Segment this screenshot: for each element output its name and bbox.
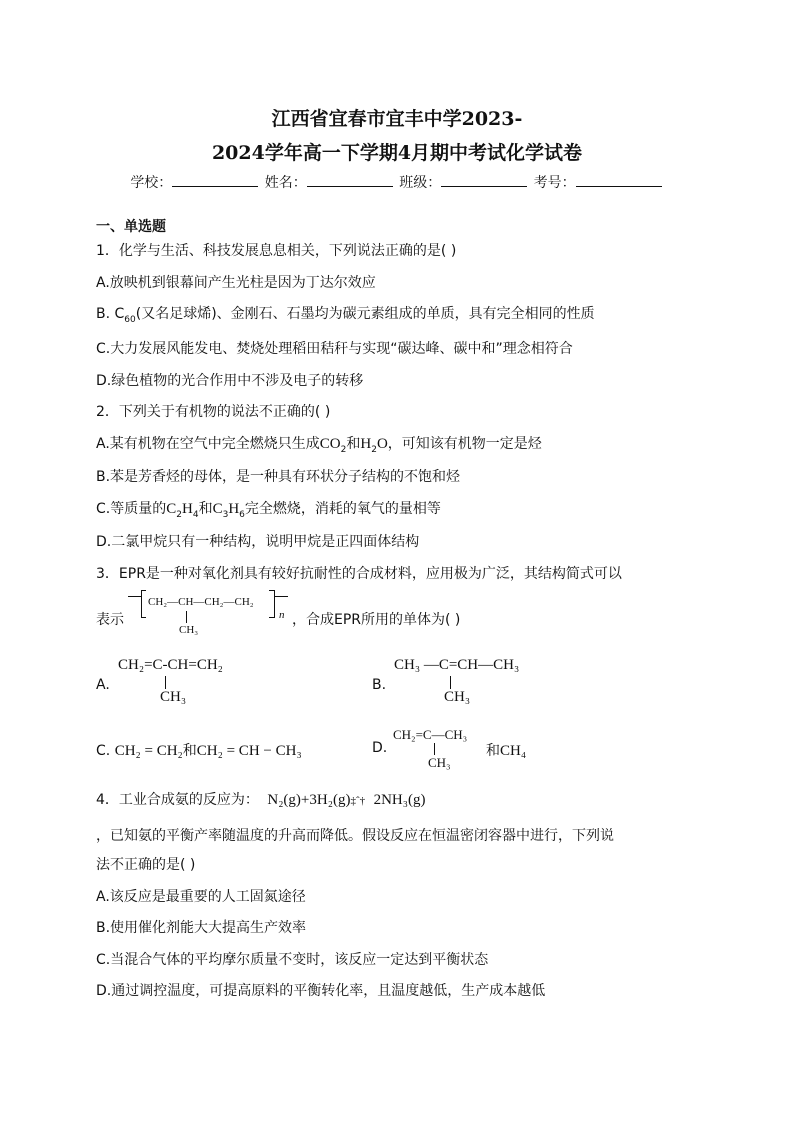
- q2-c-and: 和: [198, 501, 213, 517]
- q3-d-and: 和: [486, 743, 500, 759]
- q3-c-formula2: CH₂ = CH − CH₃: [196, 743, 302, 759]
- class-label: 班级：: [399, 175, 442, 191]
- q2-a-and: 和: [346, 436, 361, 452]
- q3-a-formula: CH₂=C-CH=CH₂: [118, 657, 223, 673]
- q2-c-f2: C: [212, 501, 223, 517]
- q4-continuation-2: 法不正确的是( ): [96, 857, 196, 873]
- q2-option-b: B.苯是芳香烃的母体，是一种具有环状分子结构的不饱和烃: [96, 469, 461, 485]
- exam-title-line1: 江西省宜春市宜丰中学2023-: [271, 108, 523, 130]
- q2-c-prefix: C.等质量的: [96, 501, 167, 517]
- number-blank[interactable]: [576, 174, 662, 187]
- q3-d-formula2: CH₄: [500, 743, 527, 759]
- q4-equation-left: N₂(g)+3H₂(g): [267, 792, 351, 808]
- q4-option-d: D.通过调控温度，可提高原料的平衡转化率，且温度越低，生产成本越低: [96, 983, 546, 999]
- section-heading: 一、单选题: [96, 219, 166, 235]
- q2-a-text: ，可知该有机物一定是烃: [387, 436, 542, 452]
- q3-c-formula1: CH₂ = CH₂: [114, 743, 183, 759]
- q4-stem: [96, 789, 425, 809]
- q2-a-prefix: A.某有机物在空气中完全燃烧只生成: [96, 436, 320, 452]
- q2-c-f2h-sub: 6: [239, 509, 245, 520]
- q3-option-d-label: D.: [372, 740, 388, 756]
- polymer-left-bracket-bottom: [141, 617, 146, 618]
- q2-c-f2-sub: 3: [222, 509, 229, 520]
- q1-option-a: A.放映机到银幕间产生光柱是因为丁达尔效应: [96, 275, 376, 291]
- q4-option-a: A.该反应是最重要的人工固氮途径: [96, 889, 306, 905]
- q3-d-branch: CH₃: [428, 755, 451, 770]
- q3-b-branch-bond: [450, 676, 451, 689]
- q4-equation-arrow: ‡ˆ†: [350, 795, 366, 807]
- polymer-left-bond: [128, 596, 142, 597]
- q1-option-d: D.绿色植物的光合作用中不涉及电子的转移: [96, 373, 364, 389]
- q3-show-label: 表示: [96, 612, 124, 628]
- q3-option-c: [96, 740, 302, 760]
- polymer-right-bond: [274, 596, 288, 597]
- q3-d-and-wrap: [486, 740, 526, 760]
- student-info-row: [0, 172, 794, 192]
- q3-c-label: C.: [96, 743, 111, 759]
- number-label: 考号：: [533, 175, 576, 191]
- polymer-chain: CH₂—CH—CH₂—CH₂: [148, 596, 254, 608]
- q1-option-c: C.大力发展风能发电、焚烧处理稻田秸秆与实现“碳达峰、碳中和”理念相符合: [96, 341, 573, 357]
- class-blank[interactable]: [441, 174, 527, 187]
- q4-stem-text: 4．工业合成氨的反应为：: [96, 792, 259, 808]
- q1-stem: 1．化学与生活、科技发展息息相关，下列说法正确的是( ): [96, 243, 457, 259]
- q3-a-branch: CH₃: [160, 689, 187, 705]
- q1-b-text: (又名足球烯)、金刚石、石墨均为碳元素组成的单质，具有完全相同的性质: [135, 306, 595, 322]
- polymer-left-bracket-top: [141, 590, 146, 591]
- q3-option-b-label: B.: [372, 677, 387, 693]
- q1-b-prefix: B. C: [96, 306, 125, 322]
- q4-option-c: C.当混合气体的平均摩尔质量不变时，该反应一定达到平衡状态: [96, 952, 489, 968]
- polymer-right-bracket-bottom: [269, 617, 274, 618]
- q2-stem: 2．下列关于有机物的说法不正确的( ): [96, 404, 331, 420]
- q2-a-co: CO: [319, 436, 341, 452]
- q2-c-text: 完全燃烧，消耗的氧气的量相等: [244, 501, 441, 517]
- q3-d-formula: CH₂=C—CH₃: [393, 727, 468, 742]
- q3-d-branch-bond: [434, 743, 435, 755]
- exam-title-line2: 2024学年高一下学期4月期中考试化学试卷: [211, 142, 583, 164]
- q2-a-o: O: [376, 436, 388, 452]
- q2-c-f1h: H: [181, 501, 193, 517]
- school-blank[interactable]: [172, 174, 258, 187]
- name-label: 姓名：: [264, 175, 307, 191]
- q2-option-c: [96, 498, 441, 520]
- q3-stem: 3．EPR是一种对氧化剂具有较好抗耐性的合成材料，应用极为广泛，其结构简式可以: [96, 566, 622, 582]
- q2-option-d: D.二氯甲烷只有一种结构，说明甲烷是正四面体结构: [96, 534, 420, 550]
- q4-equation-right: 2NH₃(g): [373, 792, 426, 808]
- polymer-right-bracket: [274, 590, 275, 618]
- q2-option-a: [96, 433, 542, 455]
- q2-c-f1-sub: 2: [176, 509, 182, 520]
- q3-b-branch: CH₃: [444, 689, 471, 705]
- q4-option-b: B.使用催化剂能大大提高生产效率: [96, 920, 307, 936]
- q4-continuation-1: ，已知氨的平衡产率随温度的升高而降低。假设反应在恒温密闭容器中进行，下列说: [96, 828, 614, 844]
- q3-a-branch-bond: [165, 676, 166, 689]
- polymer-right-bracket-top: [269, 590, 274, 591]
- q3-c-and: 和: [182, 743, 197, 759]
- polymer-n: n: [279, 609, 285, 621]
- q1-option-b: [96, 303, 595, 325]
- q2-c-f1: C: [166, 501, 177, 517]
- polymer-left-bracket: [141, 590, 142, 618]
- name-blank[interactable]: [307, 174, 393, 187]
- school-label: 学校：: [130, 175, 173, 191]
- q2-c-f1h-sub: 4: [192, 509, 199, 520]
- q2-a-h: H: [360, 436, 372, 452]
- q2-a-co-sub: 2: [340, 444, 347, 455]
- q2-a-h-sub: 2: [371, 444, 377, 455]
- q3-stem-post: ，合成EPR所用的单体为( ): [292, 612, 461, 628]
- q3-b-formula: CH₃ —C=CH—CH₃: [394, 657, 520, 673]
- q1-b-sub: 60: [124, 314, 136, 325]
- q2-c-f2h: H: [228, 501, 240, 517]
- polymer-branch: CH₃: [179, 624, 199, 636]
- polymer-branch-bond: [186, 611, 187, 623]
- q3-option-a-label: A.: [96, 677, 110, 693]
